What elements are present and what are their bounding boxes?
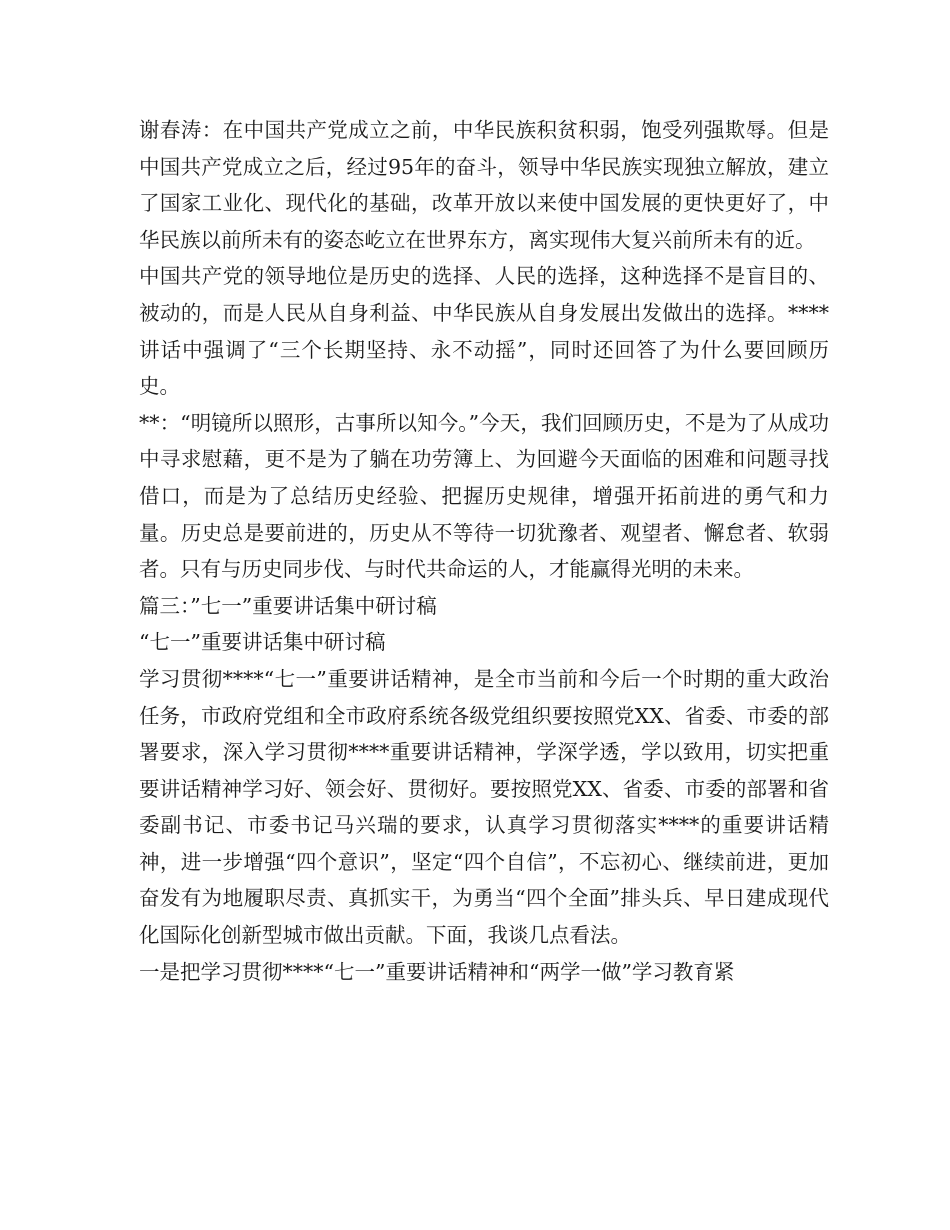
document-body <box>139 112 829 990</box>
paragraph-xie-chuntao: 谢春涛：在中国共产党成立之前，中华民族积贫积弱，饱受列强欺辱。但是中国共产党成立之后，经过95年的奋斗，领导中华民族实现独立解放，建立了国家工业化、现代化的基础，改革开放以来使中国发展的更快更好了，中华民族以前所未有的姿态屹立在世界东方，离实现伟大复兴前所未有的近。 <box>139 118 829 252</box>
paragraph-study-spirit: 学习贯彻****“七一”重要讲话精神，是全市当前和今后一个时期的重大政治任务，市政府党组和全市政府系统各级党组织要按照党XX、省委、市委的部署要求，深入学习贯彻****重要讲话精神，学深学透，学以致用，切实把重要讲话精神学习好、领会好、贯彻好。要按照党XX、省委、市委的部署和省委副书记、市委书记马兴瑞的要求，认真学习贯彻落实****的重要讲话精神，进一步增强“四个意识”，坚定“四个自信”，不忘初心、继续前进，更加奋发有为地履职尽责、真抓实干，为勇当“四个全面”排头兵、早日建成现代化国际化创新型城市做出贡献。下面，我谈几点看法。 <box>139 666 829 948</box>
section-title: “七一”重要讲话集中研讨稿 <box>139 630 386 655</box>
paragraph-mirror-history: **：“明镜所以照形，古事所以知今。”今天，我们回顾历史，不是为了从成功中寻求慰藉，更不是为了躺在功劳簿上、为回避今天面临的困难和问题寻找借口，而是为了总结历史经验、把握历史规律，增强开拓前进的勇气和力量。历史总是要前进的，历史从不等待一切犹豫者、观望者、懈怠者、软弱者。只有与历史同步伐、与时代共命运的人，才能赢得光明的未来。 <box>139 410 829 582</box>
paragraph-party-leadership: 中国共产党的领导地位是历史的选择、人民的选择，这种选择不是盲目的、被动的，而是人民从自身利益、中华民族从自身发展出发做出的选择。****讲话中强调了“三个长期坚持、永不动摇”，同时还回答了为什么要回顾历史。 <box>139 264 829 399</box>
section-heading: 篇三：”七一”重要讲话集中研讨稿 <box>139 593 437 618</box>
paragraph-point-one: 一是把学习贯彻****“七一”重要讲话精神和“两学一做”学习教育紧 <box>139 959 735 984</box>
